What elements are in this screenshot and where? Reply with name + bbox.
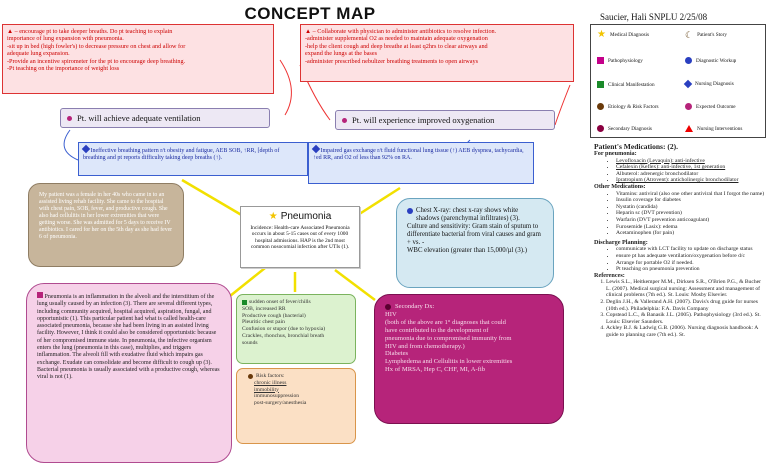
nursing-diagnosis-right: [308, 142, 534, 184]
patient-story: [28, 183, 184, 267]
other-meds-list: [594, 191, 766, 237]
maroon-circle-icon: [597, 125, 604, 132]
med-item: • Warfarin (DVT prevention anticoagulant): [616, 217, 766, 224]
nursing-diagnosis-left: [78, 142, 308, 176]
intervention-line: ▲ – encourage pt to take deeper breaths. Do pt teaching to explain: [7, 28, 173, 35]
risk-item: immobility: [254, 386, 279, 393]
risk-icon: [248, 374, 253, 379]
legend: [590, 24, 766, 138]
discharge-item: • communicate with LCT facility to update on discharge status: [616, 246, 766, 253]
intervention-line: ▲ – Collaborate with physician to administer antibiotics to resolve infection.: [305, 28, 497, 35]
secondary-line: pneumonia due to compromised immunity from: [385, 334, 512, 342]
secondary-line: Lymphedema and Cellulitis in lower extremities: [385, 358, 513, 366]
outcome-bullet-icon: [342, 118, 347, 123]
secondary-title: Secondary Dx:: [395, 303, 435, 310]
medical-diagnosis-name: Pneumonia: [280, 211, 332, 222]
med-item: • Cefalexin (Keflex): anti-infective, 1st generation: [616, 164, 766, 171]
secondary-line: have contributed to the development of: [385, 326, 489, 334]
intervention-line: -Pt teaching on the importance of weight loss: [7, 65, 120, 73]
medical-diagnosis: [240, 206, 360, 268]
legend-label: Diagnostic Workup: [696, 57, 737, 64]
moon-icon: ☾: [685, 30, 694, 40]
references-list: [594, 279, 766, 338]
med-item: • Vitamins: antiviral (also one other antiviral that I forgot the name): [616, 191, 766, 198]
risk-item: post-surgery/anesthesia: [254, 400, 307, 407]
magenta-circle-icon: [685, 103, 692, 110]
clinical-line: Productive cough (bacterial): [242, 312, 306, 319]
diagnostic-line: WBC elevation (greater than 15,000/µl (3).): [407, 246, 527, 254]
secondary-line: HIV and from chemotherapy.): [385, 342, 465, 350]
medications-heading: Patient's Medications: (2).: [594, 142, 678, 151]
clinical-line: Crackles, rhonchus, bronchial breath: [242, 332, 325, 339]
risk-item: chronic illness: [254, 379, 287, 386]
risk-factors: [236, 368, 356, 444]
intervention-line: -sit up in bed (high fowler's) to decrease pressure on chest and allow for: [7, 42, 186, 50]
discharge-list: [594, 246, 766, 272]
clinical-manifestations: [236, 294, 356, 364]
med-item: • Furosemide (Lasix): edema: [616, 224, 766, 231]
clinical-line: sounds: [242, 339, 258, 346]
other-meds-label: Other Medications:: [594, 182, 646, 190]
references-heading: References:: [594, 271, 625, 279]
med-item: • Albuterol: adrenergic bronchodilator: [616, 171, 766, 178]
side-notes: [594, 142, 766, 464]
risk-factors-label: Risk factors:: [256, 373, 285, 379]
clinical-line: SOB, increased RR: [242, 305, 286, 312]
discharge-item: • Arrange for portable O2 if needed.: [616, 260, 766, 267]
intervention-line: -administer prescribed nebulizer breathing treatments to open airways: [305, 57, 479, 65]
legend-label: Nursing Diagnosis: [695, 81, 734, 87]
clinical-line: sudden onset of fever/chills: [249, 299, 311, 305]
blue-circle-icon: [685, 57, 692, 64]
discharge-item: • ensure pt has adequate ventilation/oxygenation before d/c: [616, 253, 766, 260]
triangle-icon: [685, 125, 693, 132]
page-title: CONCEPT MAP: [244, 4, 376, 23]
reference-item: 4. Ackley B.J. & Ladwig G.B. (2006). Nursing diagnosis handbook: A guide to planning care (7th ed.). St.: [606, 325, 766, 338]
legend-label: Medical Diagnosis: [609, 32, 650, 38]
diamond-icon: [684, 80, 692, 88]
legend-label: Expected Outcome: [696, 103, 736, 110]
intervention-line: adequate lung expansion.: [7, 50, 70, 58]
legend-label: Pathophysiology: [608, 57, 643, 64]
green-square-icon: [597, 81, 604, 88]
diagnostic-line: Culture and sensitivity: Gram stain of sputum to differentiate bacterial from viral causes and gram + vs. -: [407, 222, 541, 246]
pneumonia-meds-list: [594, 158, 766, 184]
secondary-diagnosis: [374, 294, 564, 424]
legend-label: Patient's Story: [697, 32, 727, 38]
nursing-interventions-left: [2, 24, 274, 94]
med-item: • Insulin coverage for diabetes: [616, 197, 766, 204]
med-item: • Levofloxacin (Levaquin): anti-infective: [616, 158, 766, 165]
secondary-line: (both of the above are 1° diagnoses that could: [385, 318, 506, 326]
secondary-icon: [385, 304, 391, 310]
green-square-icon: [242, 300, 247, 305]
diamond-icon: [82, 145, 90, 153]
square-icon: [37, 292, 43, 298]
diagnostic-icon: [407, 208, 413, 214]
intervention-line: -help the client cough and deep breathe at least q2hrs to clear airways and: [305, 42, 488, 50]
risk-item: immunosuppression: [254, 393, 300, 400]
legend-label: Clinical Manifestation: [608, 81, 655, 88]
med-item: • Ipratropium (Atrovent): anticholinergic bronchodilator: [616, 177, 766, 184]
intervention-line: -administer supplemental O2 as needed to maintain adequate oxygenation: [305, 35, 488, 43]
med-item: • Nystatin (candida): [616, 204, 766, 211]
patient-story-text: My patient was a female in her 40s who came in to an assisted living rehab facility. She came to the hospital with chest pain, SOB, fever, and productive cough. She also had cellulitis in her lower extremities that were getting worse. She was admitted for 5 days to receive IV antibiotics. I cared for her on the 5th day as she had fever 6 of pneumonia.: [39, 192, 173, 240]
med-item: • Heparin sc (DVT prevention): [616, 210, 766, 217]
secondary-line: HIV: [385, 310, 397, 318]
med-item: • Acetaminophen (for pain): [616, 230, 766, 237]
diamond-icon: [312, 145, 320, 153]
intervention-line: -Provide an incentive spirometer for the pt to encourage deep breathing.: [7, 57, 186, 65]
secondary-line: Diabetes: [385, 350, 409, 358]
star-icon: ★: [597, 29, 606, 40]
diagnostic-workup: [396, 198, 554, 288]
medical-diagnosis-desc: Incidence: Health-care Associated Pneumonia occurs in about 5-15 cases out of every 1000 hospital admissions. HAP is the 2nd most common nosocomial infection after UTIs (1).: [250, 225, 350, 251]
discharge-item: • Pt teaching on pneumonia prevention: [616, 266, 766, 273]
magenta-square-icon: [597, 57, 604, 64]
clinical-line: Pleuritic chest pain: [242, 319, 285, 326]
reference-item: 1. Lewis S.L., Heitkemper M.M., Dirksen S.R., O'Brien P.G., & Bucher L. (2007). Medical surgical nursing: Assessment and management of clinical problems (7th ed.). St. Louis: Mosby Elsevier.: [606, 279, 766, 299]
expected-outcome-right: [335, 110, 555, 130]
secondary-line: Hx of MRSA, Hep C, CHF, MI, A-fib: [385, 366, 486, 374]
pathophysiology: [26, 283, 232, 463]
intervention-line: importance of lung expansion with pneumonia.: [7, 35, 124, 43]
legend-label: Etiology & Risk Factors: [608, 103, 659, 110]
outcome-text: Pt. will experience improved oxygenation: [352, 115, 495, 125]
nursing-interventions-right: [300, 24, 574, 82]
pneumonia-meds-label: For pneumonia:: [594, 150, 637, 157]
legend-label: Secondary Diagnosis: [608, 125, 652, 132]
outcome-text: Pt. will achieve adequate ventilation: [77, 113, 201, 123]
star-icon: ★: [268, 210, 278, 222]
outcome-bullet-icon: [67, 116, 72, 121]
reference-item: 3. Copstead L.C., & Banasik J.L. (2005). Pathophysiology (3rd ed.). St. Louis: Elsevier Saunders.: [606, 312, 766, 325]
author-line: Saucier, Hali SNPLU 2/25/08: [600, 12, 708, 22]
clinical-line: Confusion or stupor (due to hypoxia): [242, 326, 326, 333]
legend-label: Nursing Interventions: [697, 125, 743, 132]
nursing-diagnosis-text: Ineffective breathing pattern r/t obesity and fatigue, AEB SOB, ↑RR, [depth of breathing and pt reports difficulty taking deep breaths (↑).: [83, 148, 280, 162]
nursing-diagnosis-text: Impaired gas exchange r/t fluid functional lung tissue (↑) AEB dyspnea, tachycardia, ↑ed RR, and O2 of less than 92% on RA.: [313, 148, 524, 162]
reference-item: 2. Deglin J.H., & Vallerand A.H. (2007). Davis's drug guide for nurses (10th ed.). Philadelphia: F.A. Davis Company: [606, 299, 766, 312]
discharge-heading: Discharge Planning:: [594, 238, 648, 246]
pathophysiology-text: Pneumonia is an inflammation in the alveoli and the interstitium of the lung usually caused by an infection (3). There are several different types, including community acquired, hospital acquired, aspiration, fungal, and opportunistic (1). This particular patient had what is called health-care associated pneumonia, because she had been living in an assisted living facility. However, I think it could also be considered opportunistic because of her compromised immune state. In pneumonia, the infective organism enters the lung (pneumonia in this case), multiplies, and triggers inflammation. The alveoli fill with exudative fluid which impairs gas exchange. Exudate can consolidate and become difficult to cough up (3). Bacterial pneumonia is usually associated with a productive cough, whereas viral is not (1).: [37, 294, 220, 381]
intervention-line: expand the lungs at the bases: [305, 50, 377, 58]
expected-outcome-left: [60, 108, 270, 128]
brown-circle-icon: [597, 103, 604, 110]
diagnostic-line: Chest X-ray: chest x-ray shows white shadows (parenchymal infiltrates) (3).: [416, 207, 520, 222]
